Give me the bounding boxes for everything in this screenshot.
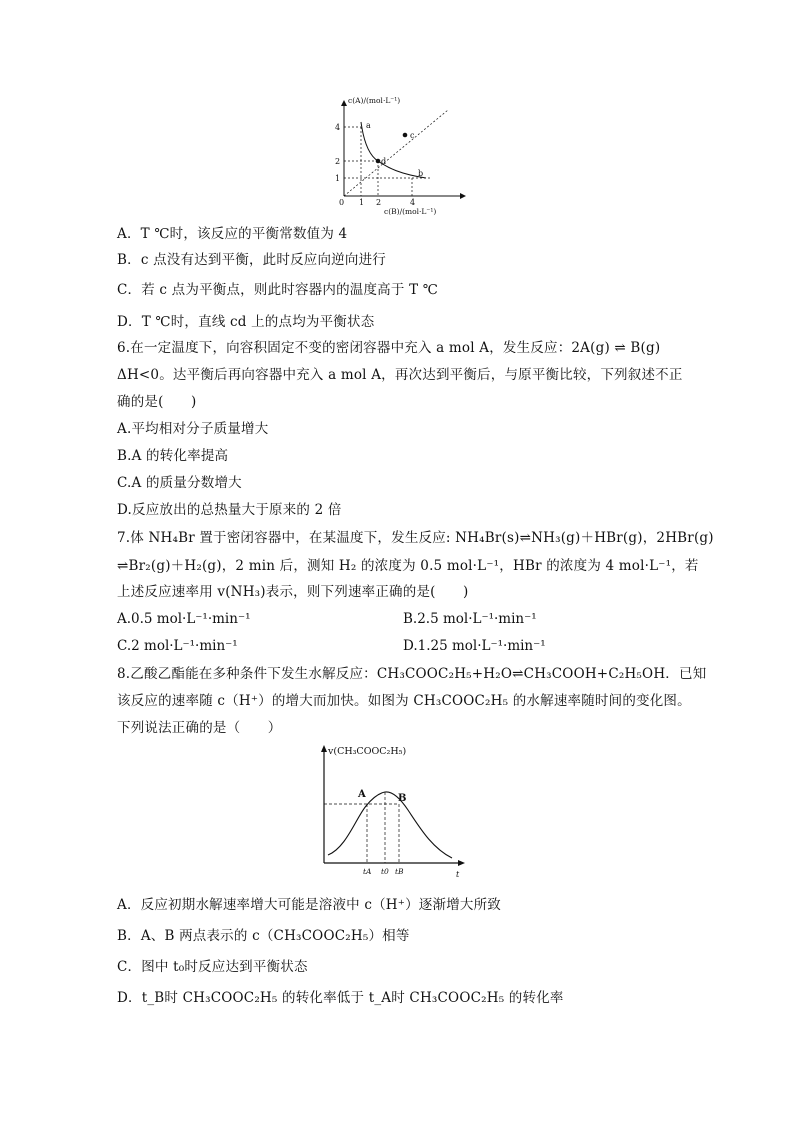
fig1-point-d [376,159,381,164]
q7-stem-line3: 上述反应速率用 v(NH₃)表示，则下列速率正确的是( ) [117,584,469,600]
q7-stem-line2: ⇌Br₂(g)＋H₂(g)，2 min 后，测知 H₂ 的浓度为 0.5 mol·L⁻¹，HBr 的浓度为 4 mol·L⁻¹，若 [117,558,699,574]
fig1-ylabel: c(A)/(mol·L⁻¹) [348,96,401,105]
fig1-ytick-1: 1 [335,174,341,183]
fig2-xlabel: t [456,870,460,879]
q5-option-b: B．c 点没有达到平衡，此时反应向逆向进行 [117,252,386,268]
fig2-tick-tb: tB [395,867,404,876]
q7-option-b: B.2.5 mol·L⁻¹·min⁻¹ [403,611,537,627]
q7-option-d: D.1.25 mol·L⁻¹·min⁻¹ [403,638,546,654]
q6-option-c: C.A 的质量分数增大 [117,475,242,491]
q5-option-c: C．若 c 点为平衡点，则此时容器内的温度高于 T ℃ [117,282,439,298]
q6-option-b: B.A 的转化率提高 [117,448,229,464]
fig1-label-a: a [366,121,371,130]
fig1-ytick-2: 2 [335,157,341,166]
fig1-label-d: d [381,157,387,166]
q8-option-d: D．t_B时 CH₃COOC₂H₅ 的转化率低于 t_A时 CH₃COOC₂H₅ 的转化率 [117,990,564,1006]
fig1-ytick-4: 4 [335,123,341,132]
fig2-point-a: A [358,789,366,800]
q7-option-c: C.2 mol·L⁻¹·min⁻¹ [117,638,238,654]
fig2-tick-t0: t0 [381,867,389,876]
figure-1 [330,92,470,220]
q6-option-d: D.反应放出的总热量大于原来的 2 倍 [117,502,342,518]
q6-stem-line1: 6.在一定温度下，向容积固定不变的密闭容器中充入 a mol A，发生反应：2A(g) ⇌ B(g) [117,340,661,356]
q6-stem-line2: ΔH<0。达平衡后再向容器中充入 a mol A，再次达到平衡后，与原平衡比较，下列叙述不正 [117,367,683,383]
fig2-curve [328,792,452,858]
q8-stem-line3: 下列说法正确的是（ ） [117,720,282,736]
fig1-xlabel: c(B)/(mol·L⁻¹) [384,207,437,216]
q8-stem-line2: 该反应的速率随 c（H⁺）的增大而加快。如图为 CH₃COOC₂H₅ 的水解速率随时间的变化图。 [117,693,691,709]
fig2-ylabel: v(CH₃COOC₂H₅) [328,746,407,757]
q5-option-d: D．T ℃时，直线 cd 上的点均为平衡状态 [117,314,375,330]
q5-option-a: A．T ℃时，该反应的平衡常数值为 4 [117,226,348,242]
q7-stem-line1: 7.体 NH₄Br 置于密闭容器中，在某温度下，发生反应: NH₄Br(s)⇌NH₃(g)＋HBr(g)，2HBr(g) [117,530,714,546]
fig1-curve [361,122,426,178]
fig1-xtick-4: 4 [410,198,416,207]
fig2-tick-ta: tA [363,867,372,876]
fig1-xtick-2: 2 [376,198,382,207]
q8-option-a: A．反应初期水解速率增大可能是溶液中 c（H⁺）逐渐增大所致 [117,897,501,913]
fig1-origin: 0 [339,198,345,207]
fig1-label-c: c [410,131,415,140]
fig1-point-c [403,133,408,138]
fig1-label-b: b [418,169,424,178]
q8-option-b: B．A、B 两点表示的 c（CH₃COOC₂H₅）相等 [117,928,410,944]
figure-2 [310,740,470,880]
fig2-point-b: B [398,793,407,804]
q8-option-c: C．图中 t₀时反应达到平衡状态 [117,959,308,975]
q6-stem-line3: 确的是( ) [117,394,197,410]
q7-option-a: A.0.5 mol·L⁻¹·min⁻¹ [117,611,251,627]
q8-stem-line1: 8.乙酸乙酯能在多种条件下发生水解反应：CH₃COOC₂H₅+H₂O⇌CH₃COOH+C₂H₅OH．已知 [117,666,707,682]
q6-option-a: A.平均相对分子质量增大 [117,421,269,437]
fig1-xtick-1: 1 [359,198,365,207]
